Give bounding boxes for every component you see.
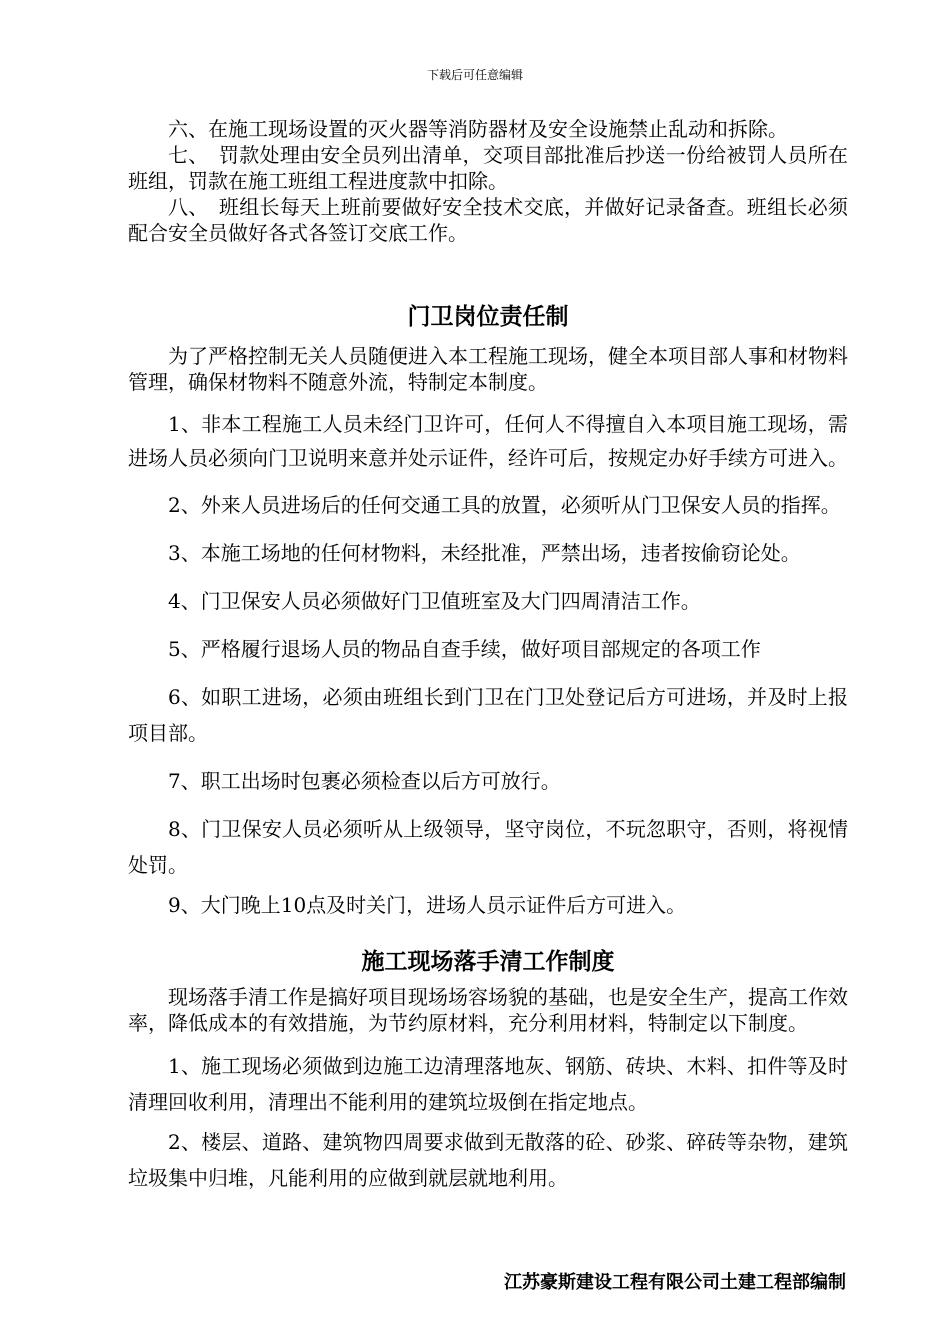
top-item: 七、 罚款处理由安全员列出清单，交项目部批准后抄送一份给被罚人员所在班组，罚款在施工班组工程进度款中扣除。 — [128, 143, 848, 193]
section2-item: 1、施工现场必须做到边施工边清理落地灰、钢筋、砖块、木料、扣件等及时清理回收利用，清理出不能利用的建筑垃圾倒在指定地点。 — [128, 1054, 848, 1114]
top-item: 八、 班组长每天上班前要做好安全技术交底，并做好记录备查。班组长必须配合安全员做好各式各签订交底工作。 — [128, 195, 848, 245]
section1-item: 1、非本工程施工人员未经门卫许可，任何人不得擅自入本项目施工现场，需进场人员必须向门卫说明来意并处示证件，经许可后，按规定办好手续方可进入。 — [128, 412, 848, 470]
section2-intro: 现场落手清工作是搞好项目现场场容场貌的基础，也是安全生产，提高工作效率，降低成本的有效措施，为节约原材料，充分利用材料，特制定以下制度。 — [128, 985, 848, 1035]
footer-note: 江苏豪斯建设工程有限公司土建工程部编制 — [504, 1272, 846, 1293]
section-title-gatekeeper: 门卫岗位责任制 — [407, 304, 569, 330]
section1-item: 3、本施工场地的任何材物料，未经批准，严禁出场，违者按偷窃论处。 — [168, 541, 801, 565]
section1-item: 7、职工出场时包裹必须检查以后方可放行。 — [168, 769, 561, 793]
section1-item: 4、门卫保安人员必须做好门卫值班室及大门四周清洁工作。 — [168, 589, 701, 613]
section1-item: 6、如职工进场，必须由班组长到门卫在门卫处登记后方可进场，并及时上报项目部。 — [128, 685, 848, 745]
section1-intro: 为了严格控制无关人员随便进入本工程施工现场，健全本项目部人事和材物料管理，确保材物料不随意外流，特制定本制度。 — [128, 344, 848, 394]
document-body — [128, 116, 848, 1196]
section1-item: 2、外来人员进场后的任何交通工具的放置，必须听从门卫保安人员的指挥。 — [168, 493, 841, 517]
header-note: 下载后可任意编辑 — [426, 68, 523, 82]
top-item: 六、在施工现场设置的灭火器等消防器材及安全设施禁止乱动和拆除。 — [168, 117, 788, 141]
section1-item: 9、大门晚上10点及时关门，进场人员示证件后方可进入。 — [168, 893, 687, 917]
section2-item: 2、楼层、道路、建筑物四周要求做到无散落的砼、砂浆、碎砖等杂物，建筑垃圾集中归堆，凡能利用的应做到就层就地利用。 — [128, 1130, 848, 1190]
section1-item: 8、门卫保安人员必须听从上级领导，坚守岗位，不玩忽职守，否则，将视情处罚。 — [128, 817, 848, 877]
section1-item: 5、严格履行退场人员的物品自查手续，做好项目部规定的各项工作 — [168, 637, 761, 661]
section-title-cleanup: 施工现场落手清工作制度 — [361, 949, 615, 975]
